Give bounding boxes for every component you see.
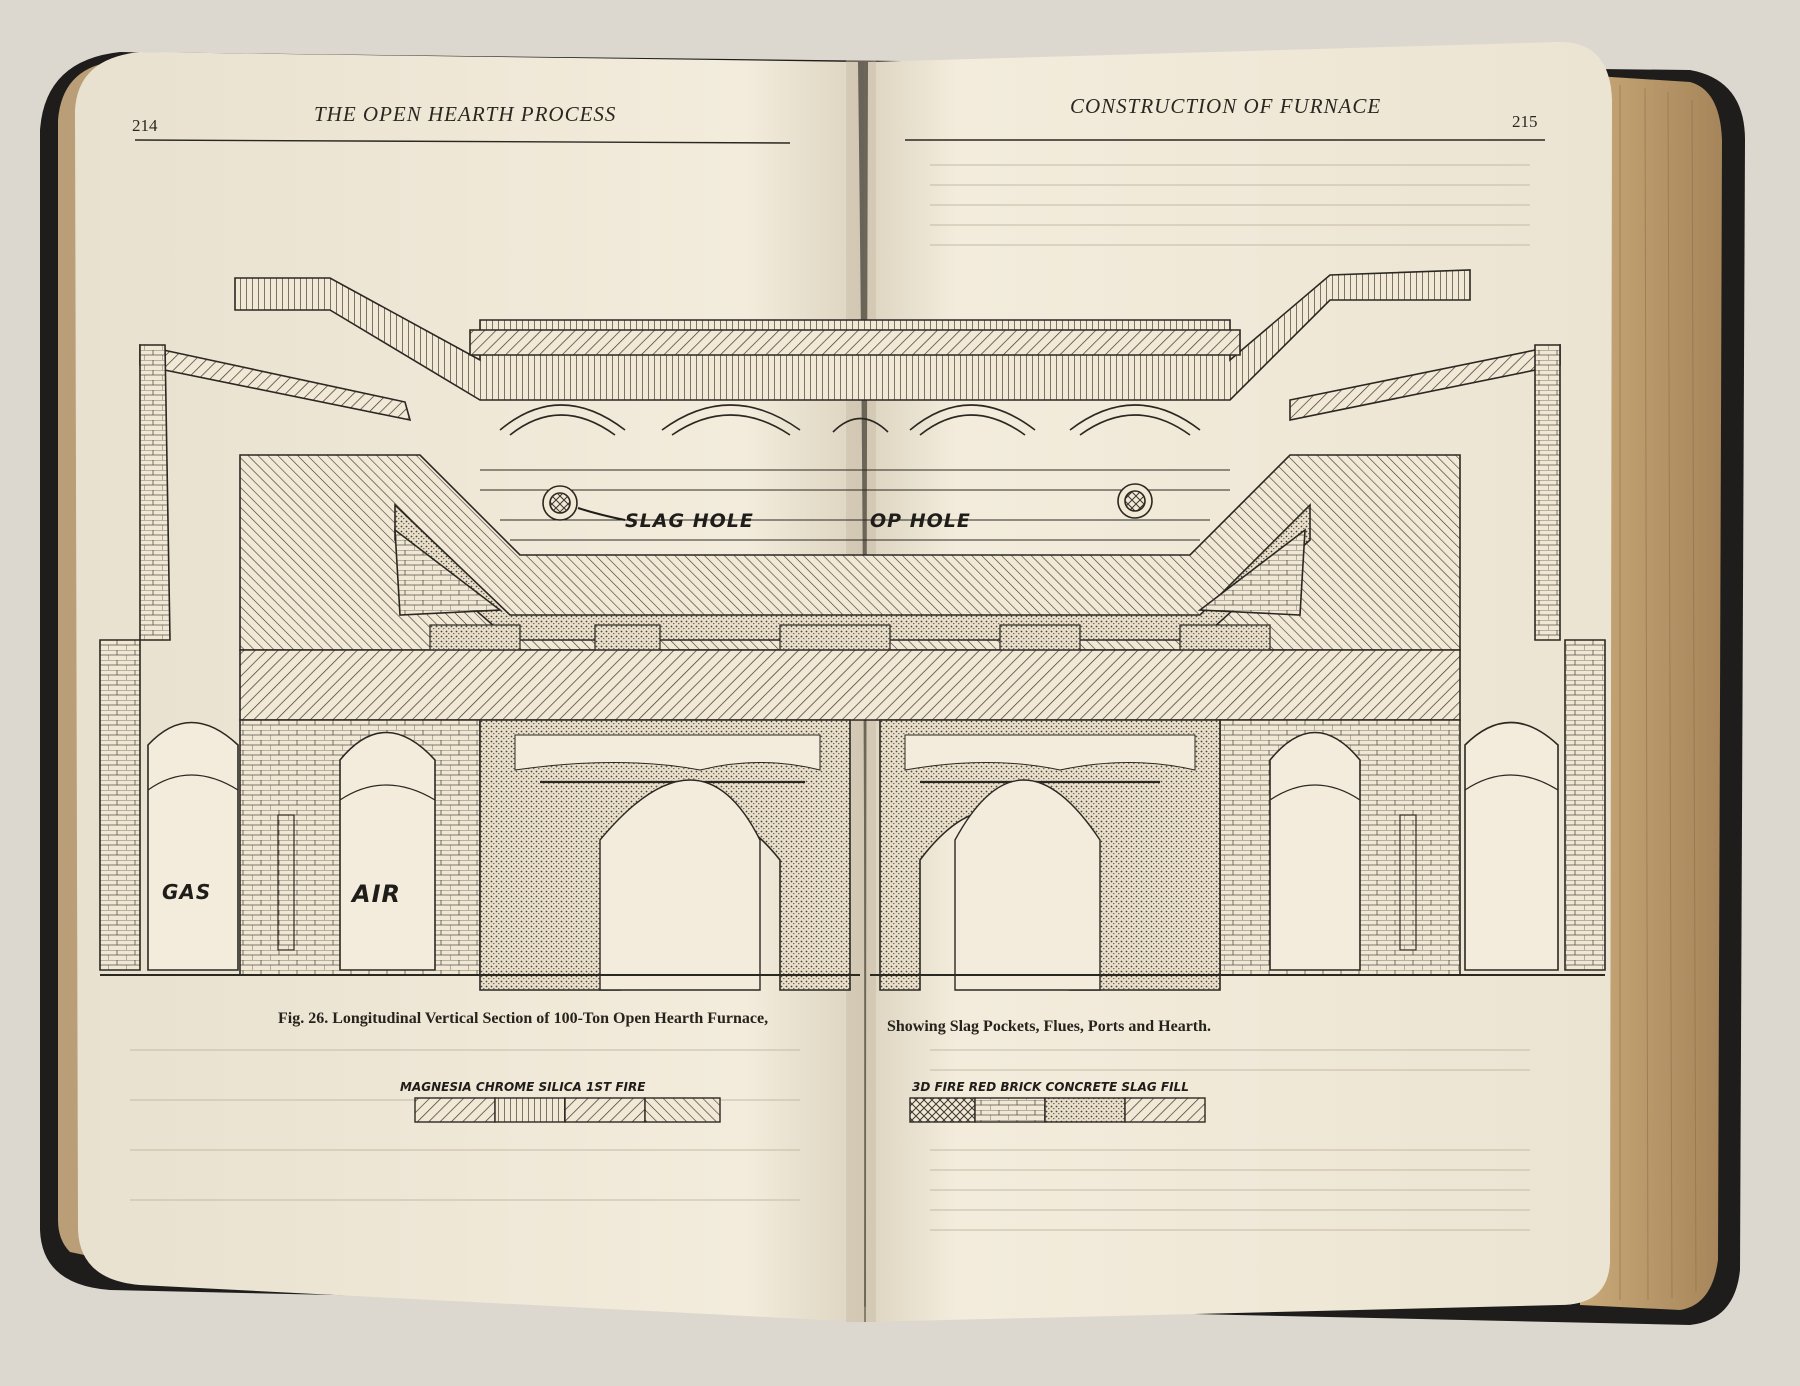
- right-page-number: 215: [1512, 112, 1538, 131]
- air-chamber-label: AIR: [352, 880, 401, 908]
- legend-bar-left: [415, 1098, 720, 1122]
- slag-hole-label-right: OP HOLE: [870, 510, 971, 532]
- figure-caption-left: Fig. 26. Longitudinal Vertical Section of 100-Ton Open Hearth Furnace,: [278, 1010, 769, 1027]
- legend-left-title: MAGNESIA CHROME SILICA 1ST FIRE: [400, 1080, 646, 1094]
- legend-bar-right: [910, 1098, 1205, 1122]
- right-running-head: CONSTRUCTION OF FURNACE: [1070, 94, 1382, 118]
- legend-right-title: 3D FIRE RED BRICK CONCRETE SLAG FILL: [912, 1080, 1189, 1094]
- left-running-head: THE OPEN HEARTH PROCESS: [314, 102, 617, 126]
- gas-chamber-label: GAS: [162, 880, 212, 904]
- slag-hole-label-left: SLAG HOLE: [625, 510, 754, 532]
- left-page-number: 214: [132, 116, 158, 135]
- figure-caption-right: Showing Slag Pockets, Flues, Ports and Hearth.: [887, 1018, 1212, 1035]
